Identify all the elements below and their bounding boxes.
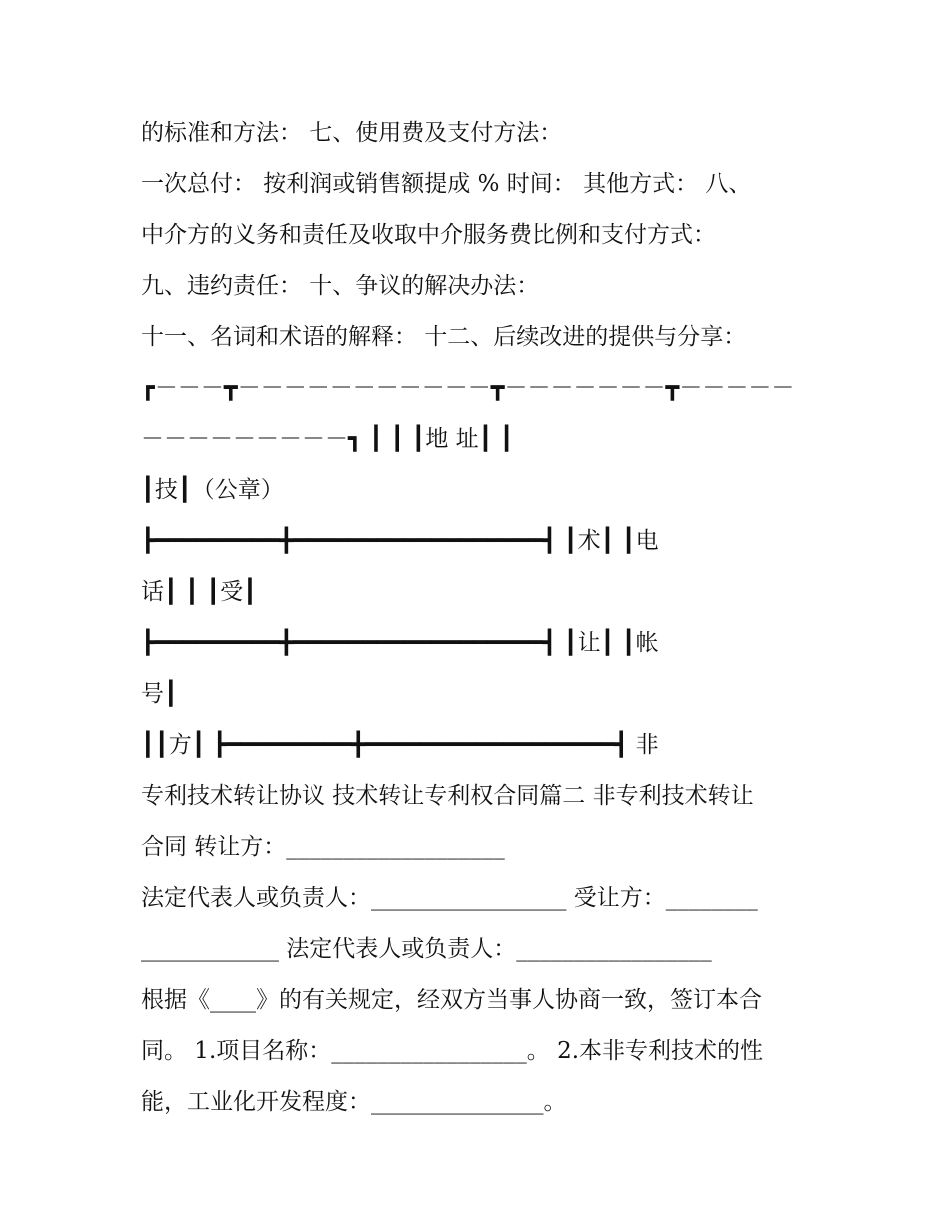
text-line: 一次总付： 按利润或销售额提成 % 时间： 其他方式： 八、 [141, 171, 752, 197]
text-line: ____________ 法定代表人或负责人：_________________ [141, 936, 712, 962]
document-body [141, 108, 821, 1128]
text-line: 九、违约责任： 十、争议的解决办法： [141, 273, 540, 299]
table-border-line: ┣━━━━━━━━━╋━━━━━━━━━━━━━━━━━━┫ ┃术┃ ┃电 [141, 528, 659, 554]
text-line: 能，工业化开发程度：_______________。 [141, 1089, 567, 1115]
text-line: 中介方的义务和责任及收取中介服务费比例和支付方式： [141, 222, 716, 248]
table-row-line: ┃技┃（公章） [141, 477, 284, 503]
text-line: 专利技术转让协议 技术转让专利权合同篇二 非专利技术转让 [141, 783, 754, 809]
text-line: 根据《____》的有关规定，经双方当事人协商一致，签订本合 [141, 987, 762, 1013]
text-line: 法定代表人或负责人：_________________ 受让方：________ [141, 885, 758, 911]
table-border-line: ┣━━━━━━━━━╋━━━━━━━━━━━━━━━━━━┫ ┃让┃ ┃帐 [141, 630, 659, 656]
table-border-line: ┃┃方┃ ┣━━━━━━━━━╋━━━━━━━━━━━━━━━━━━┫ 非 [141, 732, 659, 758]
text-line: 同。 1.项目名称：_________________。 2.本非专利技术的性 [141, 1038, 764, 1064]
table-border-line: ┏－－－┳－－－－－－－－－－－┳－－－－－－－┳－－－－－ [141, 375, 795, 401]
table-row-line: 号┃ [141, 681, 178, 707]
text-line: 的标准和方法： 七、使用费及支付方法： [141, 120, 563, 146]
text-line: 十一、名词和术语的解释： 十二、后续改进的提供与分享： [141, 324, 747, 350]
table-row-line: 话┃ ┃ ┃受┃ [141, 579, 258, 605]
table-border-line: －－－－－－－－－┓ ┃ ┃ ┃地 址┃ ┃ [141, 426, 514, 452]
text-line: 合同 转让方：___________________ [141, 834, 505, 860]
